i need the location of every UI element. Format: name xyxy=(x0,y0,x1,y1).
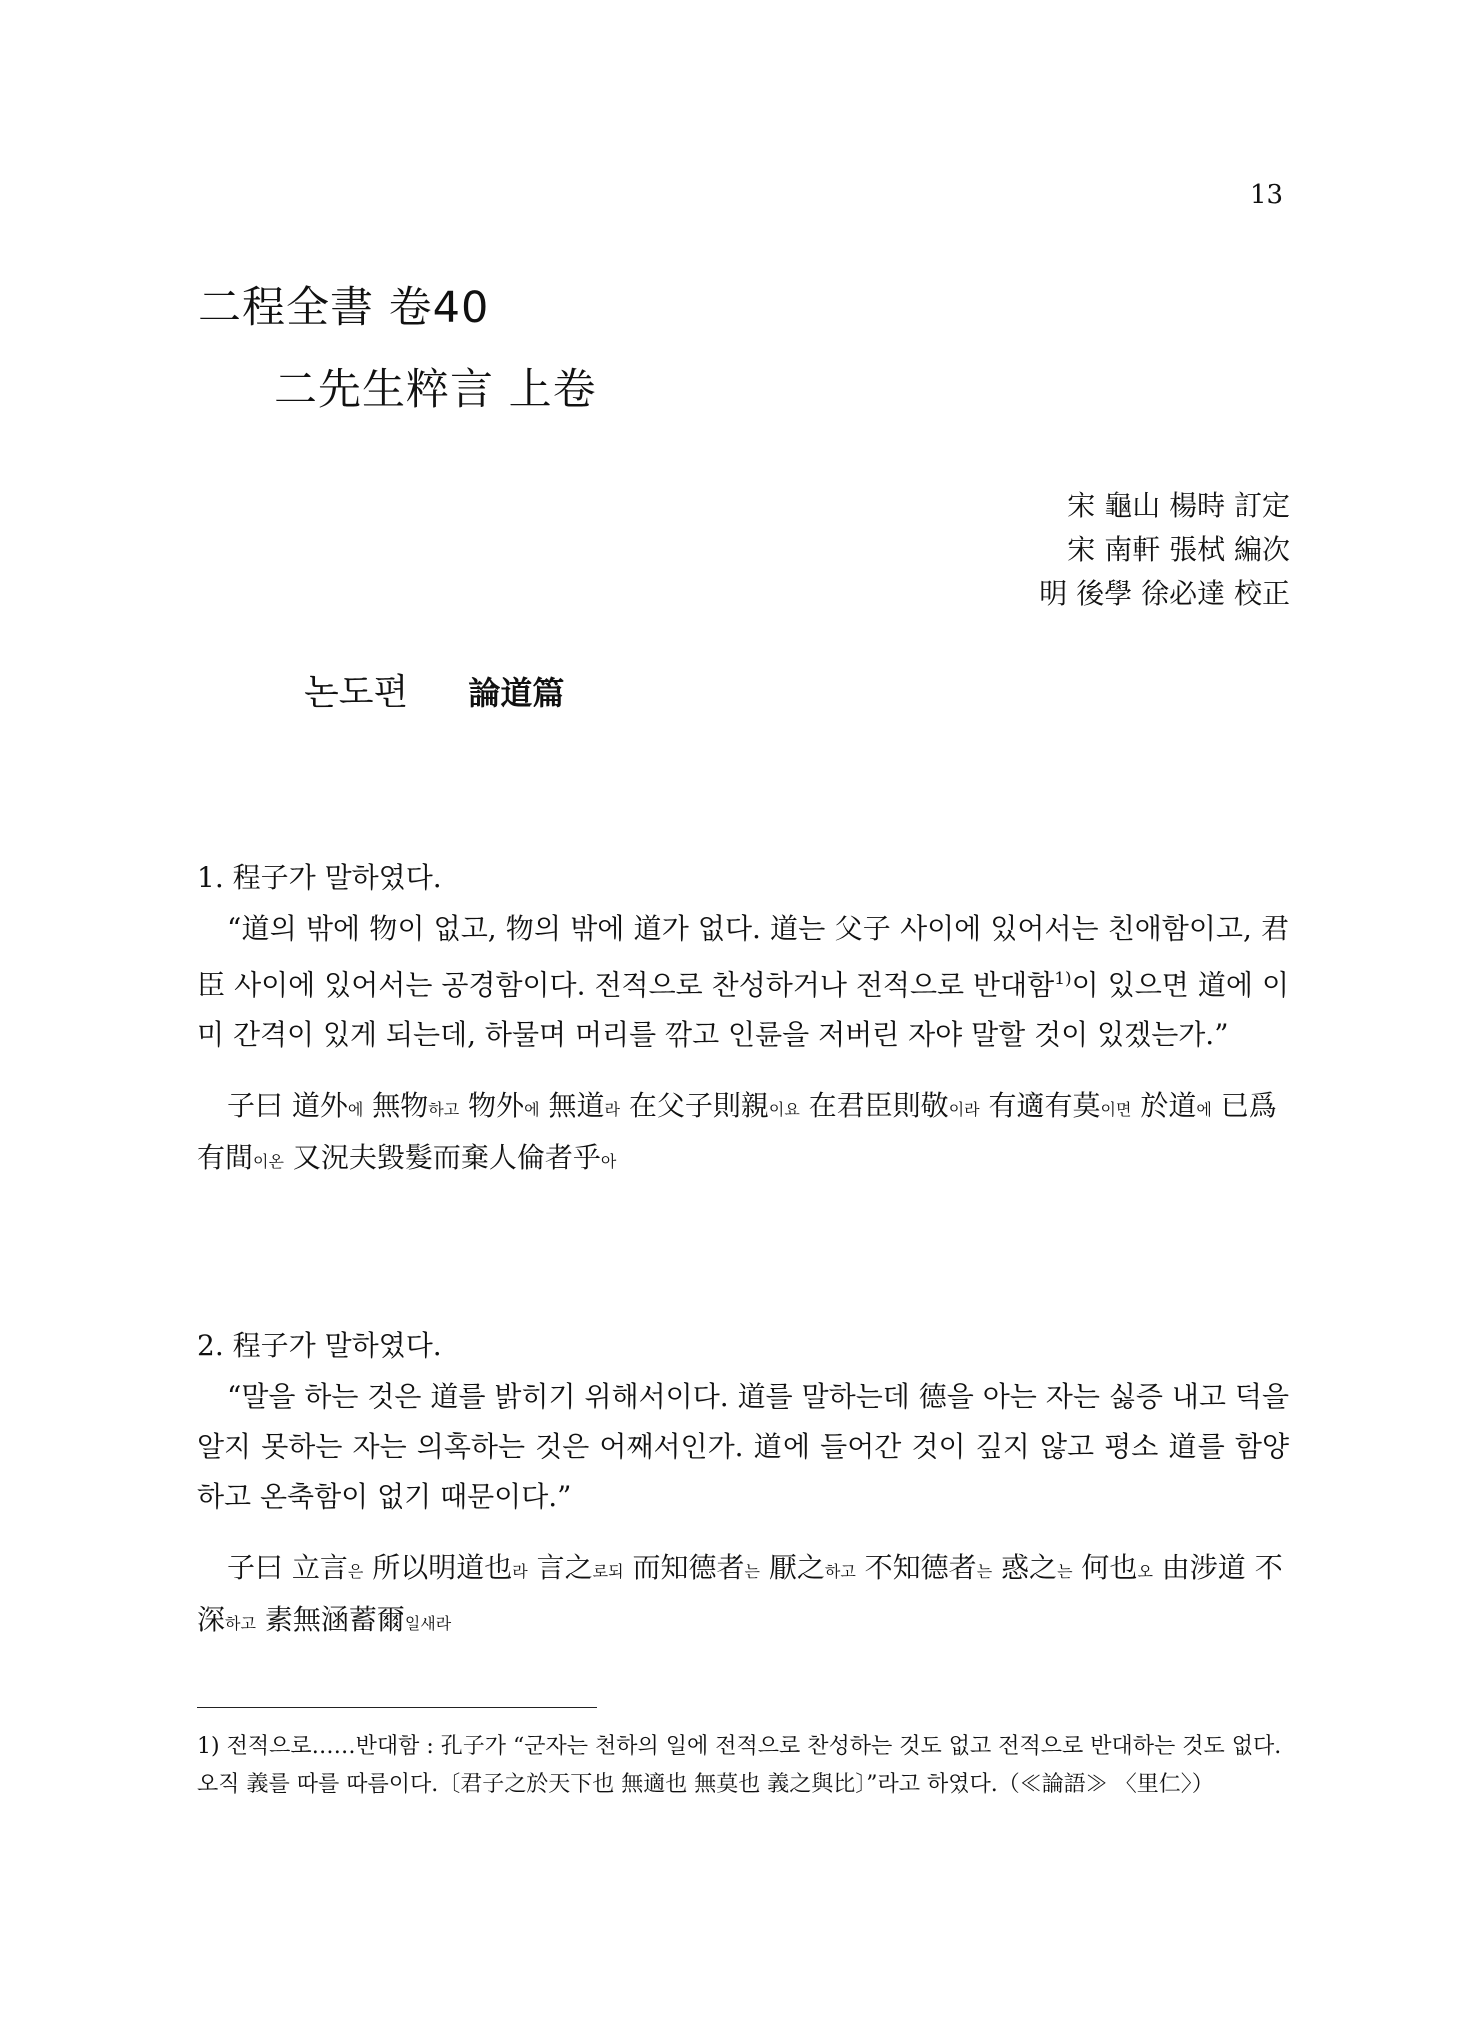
hanja-segment: 無物 xyxy=(363,1089,429,1123)
page-number: 13 xyxy=(1250,180,1284,210)
particle-gloss: 라 xyxy=(512,1562,528,1581)
footnote-divider xyxy=(197,1707,597,1708)
hanja-segment: 物外 xyxy=(459,1089,525,1123)
particle-gloss: 이온 xyxy=(253,1152,284,1172)
hanja-segment: 在父子則親 xyxy=(619,1089,769,1123)
footnote-text: 전적으로……반대함 : 孔子가 “군자는 천하의 일에 전적으로 찬성하는 것도 없고 전적으로 반대하는 것도 없다. 오직 義를 따를 따름이다.〔君子之於天下也 無適也 無莫也 義之與比〕”라고 하였다.（≪論語≫ 〈里仁〉） xyxy=(197,1734,1282,1797)
particle-gloss: 에 xyxy=(524,1100,540,1120)
footnote-reference[interactable]: 1) xyxy=(1054,969,1072,989)
particle-gloss: 는 xyxy=(1057,1562,1073,1581)
footnote-mark: 1) xyxy=(197,1734,220,1759)
footnote xyxy=(197,1728,1289,1804)
hanja-segment: 由涉道 不深 xyxy=(197,1551,1283,1636)
particle-gloss: 이요 xyxy=(768,1100,800,1120)
quote-text: “道의 밖에 物이 없고, 物의 밖에 道가 없다. 道는 父子 사이에 있어서는 친애함이고, 君臣 사이에 있어서는 공경함이다. 전적으로 찬성하거나 전적으로 반대함 xyxy=(197,912,1289,1002)
particle-gloss: 하고 xyxy=(225,1614,256,1633)
hanja-segment: 在君臣則敬 xyxy=(799,1089,949,1123)
hanja-segment: 何也 xyxy=(1072,1551,1138,1584)
original-text xyxy=(197,1544,1289,1648)
credit-line: 宋 南軒 張栻 編次 xyxy=(1067,533,1290,566)
hanja-segment: 惑之 xyxy=(992,1551,1058,1584)
particle-gloss: 는 xyxy=(976,1562,993,1581)
particle-gloss: 는 xyxy=(744,1562,760,1581)
credit-line: 宋 龜山 楊時 訂定 xyxy=(1067,489,1290,522)
particle-gloss: 하고 xyxy=(428,1100,460,1120)
original-text xyxy=(197,1082,1289,1186)
hanja-segment: 所以明道也 xyxy=(363,1551,513,1584)
particle-gloss: 하고 xyxy=(824,1562,856,1581)
hanja-segment: 言之 xyxy=(527,1551,593,1584)
particle-gloss: 라 xyxy=(604,1100,620,1120)
entry-1 xyxy=(197,856,1289,1186)
hanja-segment: 已爲有間 xyxy=(197,1089,1277,1175)
book-title: 二程全書 卷40 xyxy=(198,283,490,333)
particle-gloss: 에 xyxy=(347,1100,364,1120)
translation-quote xyxy=(197,904,1289,1060)
hanja-segment: 子曰 道外 xyxy=(227,1089,348,1123)
book-subtitle: 二先生粹言 上卷 xyxy=(274,365,597,415)
particle-gloss: 일새라 xyxy=(404,1614,452,1633)
particle-gloss: 오 xyxy=(1137,1562,1153,1581)
section-title-hanja: 論道篇 xyxy=(468,674,565,712)
translation-quote: “말을 하는 것은 道를 밝히기 위해서이다. 道를 말하는데 德을 아는 자는 싫증 내고 덕을 알지 못하는 자는 의혹하는 것은 어째서인가. 道에 들어간 것이 깊지 않고 평소 道를 함양하고 온축함이 없기 때문이다.” xyxy=(197,1380,1289,1513)
particle-gloss: 에 xyxy=(1196,1100,1212,1120)
particle-gloss: 은 xyxy=(347,1562,364,1581)
particle-gloss: 이라 xyxy=(948,1100,980,1120)
section-title xyxy=(304,664,564,715)
credit-line: 明 後學 徐必達 校正 xyxy=(1039,577,1290,610)
entry-2 xyxy=(197,1324,1289,1648)
hanja-segment: 又況夫毀髮而棄人倫者乎 xyxy=(283,1141,601,1175)
hanja-segment: 不知德者 xyxy=(855,1551,977,1584)
hanja-segment: 有適有莫 xyxy=(979,1089,1101,1123)
particle-gloss: 이면 xyxy=(1100,1100,1132,1120)
hanja-segment: 而知德者 xyxy=(623,1551,745,1584)
particle-gloss: 아 xyxy=(600,1152,617,1172)
hanja-segment: 於道 xyxy=(1131,1089,1197,1123)
particle-gloss: 로되 xyxy=(592,1562,624,1581)
entry-heading: 1. 程子가 말하였다. xyxy=(197,861,442,894)
hanja-segment: 素無涵蓄爾 xyxy=(255,1603,405,1636)
entry-heading: 2. 程子가 말하였다. xyxy=(197,1329,442,1362)
hanja-segment: 厭之 xyxy=(759,1551,825,1584)
quote-text: 이 있으면 道에 이미 간격이 있게 되는데, 하물며 머리를 깎고 인륜을 저버린 자야 말할 것이 있겠는가.” xyxy=(197,968,1289,1052)
hanja-segment: 無道 xyxy=(539,1089,605,1123)
credits-block xyxy=(1039,484,1290,616)
section-title-korean: 논도편 xyxy=(304,672,409,713)
hanja-segment: 子曰 立言 xyxy=(227,1551,348,1584)
